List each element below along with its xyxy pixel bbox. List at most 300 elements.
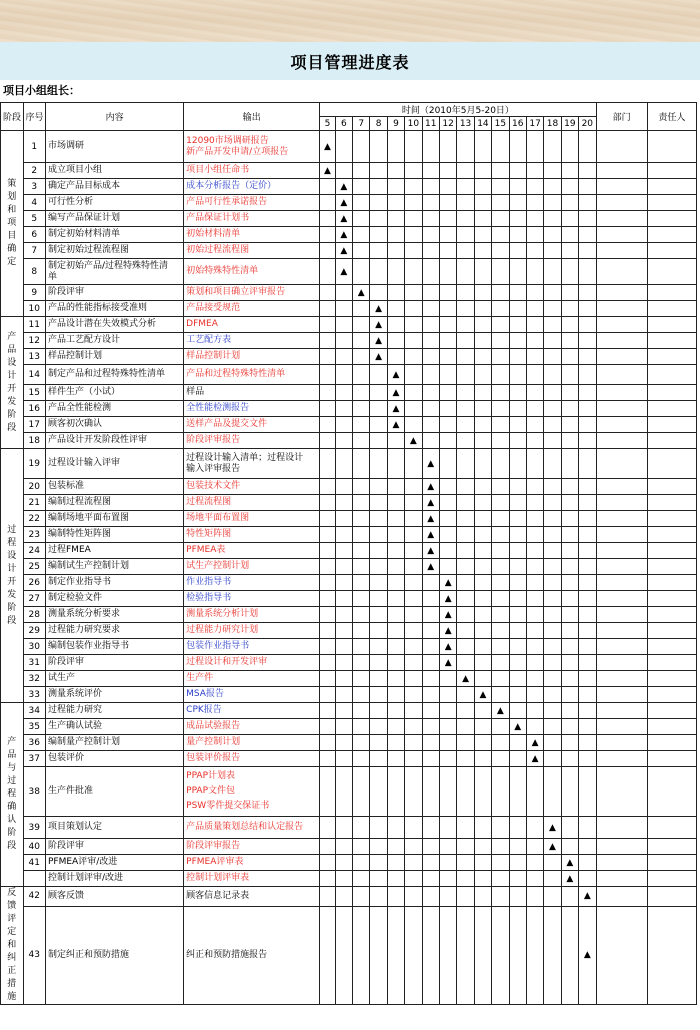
owner-cell bbox=[647, 887, 696, 907]
output-cell bbox=[184, 703, 320, 719]
owner-cell bbox=[647, 301, 696, 317]
day-cell bbox=[474, 607, 491, 623]
dept-cell bbox=[596, 655, 647, 671]
output-cell bbox=[184, 179, 320, 195]
day-cell bbox=[353, 131, 370, 163]
content-cell bbox=[46, 349, 184, 365]
dept-cell bbox=[596, 687, 647, 703]
day-cell bbox=[387, 317, 404, 333]
output-text: 成本分析报告（定价） bbox=[186, 181, 277, 191]
day-cell bbox=[370, 417, 387, 433]
day-cell bbox=[457, 817, 474, 839]
owner-cell bbox=[647, 607, 696, 623]
day-cell bbox=[422, 131, 439, 163]
content-text: 制定作业指导书 bbox=[48, 577, 112, 587]
day-cell bbox=[492, 639, 509, 655]
seq-cell: 3 bbox=[23, 179, 46, 195]
header-dept: 部门 bbox=[596, 103, 647, 131]
day-cell bbox=[526, 163, 543, 179]
day-cell bbox=[353, 333, 370, 349]
day-cell bbox=[405, 243, 422, 259]
output-cell bbox=[184, 195, 320, 211]
day-cell bbox=[526, 591, 543, 607]
output-text: 过程设计和开发评审 bbox=[186, 657, 268, 667]
day-cell bbox=[353, 559, 370, 575]
day-cell bbox=[439, 243, 456, 259]
day-cell bbox=[526, 243, 543, 259]
content-cell bbox=[46, 317, 184, 333]
content-cell bbox=[46, 906, 184, 1004]
day-cell bbox=[561, 401, 578, 417]
day-cell bbox=[387, 227, 404, 243]
day-cell bbox=[457, 179, 474, 195]
output-cell bbox=[184, 495, 320, 511]
day-cell bbox=[579, 817, 596, 839]
output-cell bbox=[184, 639, 320, 655]
day-cell bbox=[579, 211, 596, 227]
day-cell bbox=[387, 131, 404, 163]
seq-cell: 16 bbox=[23, 401, 46, 417]
day-header: 9 bbox=[387, 117, 404, 131]
day-cell bbox=[474, 655, 491, 671]
title-bar bbox=[0, 42, 700, 80]
content-text: 编制场地平面布置图 bbox=[48, 513, 130, 523]
content-text: 包装标准 bbox=[48, 481, 85, 491]
day-cell bbox=[474, 163, 491, 179]
owner-cell bbox=[647, 817, 696, 839]
day-cell bbox=[405, 655, 422, 671]
dept-cell bbox=[596, 317, 647, 333]
output-cell bbox=[184, 767, 320, 817]
day-cell bbox=[544, 285, 561, 301]
owner-cell bbox=[647, 671, 696, 687]
output-cell bbox=[184, 655, 320, 671]
day-cell bbox=[561, 655, 578, 671]
day-cell bbox=[526, 671, 543, 687]
day-cell bbox=[579, 179, 596, 195]
day-cell bbox=[335, 163, 352, 179]
day-cell bbox=[509, 575, 526, 591]
schedule-marker: ▲ bbox=[474, 687, 491, 703]
day-cell bbox=[320, 735, 335, 751]
day-cell bbox=[439, 559, 456, 575]
day-cell bbox=[526, 839, 543, 855]
day-cell bbox=[405, 495, 422, 511]
day-cell bbox=[353, 639, 370, 655]
output-cell bbox=[184, 839, 320, 855]
day-cell bbox=[335, 495, 352, 511]
content-cell bbox=[46, 887, 184, 907]
table-row bbox=[1, 285, 697, 301]
day-cell bbox=[335, 906, 352, 1004]
output-text: 过程设计输入清单；过程设计 bbox=[186, 452, 304, 463]
day-cell bbox=[387, 349, 404, 365]
seq-cell: 34 bbox=[23, 703, 46, 719]
day-cell bbox=[387, 259, 404, 285]
day-cell bbox=[561, 195, 578, 211]
table-row bbox=[1, 195, 697, 211]
day-cell bbox=[335, 703, 352, 719]
table-row bbox=[1, 559, 697, 575]
dept-cell bbox=[596, 527, 647, 543]
content-text: 编制试生产控制计划 bbox=[48, 561, 130, 571]
day-cell bbox=[405, 259, 422, 285]
schedule-marker: ▲ bbox=[439, 591, 456, 607]
day-cell bbox=[439, 887, 456, 907]
day-cell bbox=[370, 449, 387, 479]
content-cell bbox=[46, 449, 184, 479]
day-cell bbox=[492, 817, 509, 839]
seq-cell: 37 bbox=[23, 751, 46, 767]
day-cell bbox=[474, 317, 491, 333]
table-row bbox=[1, 655, 697, 671]
seq-cell: 43 bbox=[23, 906, 46, 1004]
owner-cell bbox=[647, 243, 696, 259]
day-cell bbox=[439, 317, 456, 333]
output-cell bbox=[184, 131, 320, 163]
owner-cell bbox=[647, 543, 696, 559]
day-cell bbox=[422, 607, 439, 623]
day-cell bbox=[387, 511, 404, 527]
table-row bbox=[1, 817, 697, 839]
day-cell bbox=[509, 543, 526, 559]
seq-cell: 11 bbox=[23, 317, 46, 333]
dept-cell bbox=[596, 751, 647, 767]
day-cell bbox=[474, 285, 491, 301]
day-cell bbox=[509, 735, 526, 751]
day-cell bbox=[579, 227, 596, 243]
day-cell bbox=[422, 751, 439, 767]
day-cell bbox=[526, 639, 543, 655]
content-cell bbox=[46, 527, 184, 543]
content-text: 阶段评审 bbox=[48, 841, 85, 851]
owner-cell bbox=[647, 527, 696, 543]
output-cell bbox=[184, 333, 320, 349]
output-text: 工艺配方表 bbox=[186, 335, 232, 345]
table-row bbox=[1, 417, 697, 433]
day-cell bbox=[370, 575, 387, 591]
day-header: 5 bbox=[320, 117, 335, 131]
day-cell bbox=[544, 735, 561, 751]
output-cell bbox=[184, 417, 320, 433]
dept-cell bbox=[596, 623, 647, 639]
day-cell bbox=[457, 211, 474, 227]
content-cell bbox=[46, 719, 184, 735]
day-cell bbox=[526, 719, 543, 735]
seq-cell: 7 bbox=[23, 243, 46, 259]
seq-cell: 24 bbox=[23, 543, 46, 559]
day-cell bbox=[544, 591, 561, 607]
day-cell bbox=[422, 227, 439, 243]
day-cell bbox=[544, 417, 561, 433]
day-cell bbox=[544, 687, 561, 703]
day-cell bbox=[561, 179, 578, 195]
day-cell bbox=[320, 575, 335, 591]
day-cell bbox=[457, 511, 474, 527]
day-cell bbox=[492, 767, 509, 817]
schedule-marker: ▲ bbox=[422, 495, 439, 511]
content-cell bbox=[46, 767, 184, 817]
day-cell bbox=[474, 719, 491, 735]
output-text: 生产件 bbox=[186, 673, 214, 683]
day-cell bbox=[457, 131, 474, 163]
day-cell bbox=[561, 817, 578, 839]
day-cell bbox=[370, 543, 387, 559]
owner-cell bbox=[647, 417, 696, 433]
day-cell bbox=[492, 301, 509, 317]
content-text: PFMEA评审/改进 bbox=[48, 857, 118, 867]
table-row bbox=[1, 575, 697, 591]
content-cell bbox=[46, 243, 184, 259]
day-header: 12 bbox=[439, 117, 456, 131]
content-cell bbox=[46, 163, 184, 179]
day-cell bbox=[405, 575, 422, 591]
day-cell bbox=[474, 639, 491, 655]
day-cell bbox=[561, 131, 578, 163]
day-cell bbox=[509, 559, 526, 575]
day-cell bbox=[544, 906, 561, 1004]
day-cell bbox=[526, 543, 543, 559]
day-cell bbox=[457, 735, 474, 751]
output-text: 场地平面布置图 bbox=[186, 513, 250, 523]
day-cell bbox=[579, 333, 596, 349]
day-cell bbox=[335, 751, 352, 767]
schedule-marker: ▲ bbox=[422, 543, 439, 559]
day-cell bbox=[387, 433, 404, 449]
day-cell bbox=[474, 349, 491, 365]
day-cell bbox=[320, 349, 335, 365]
output-text: 检验指导书 bbox=[186, 593, 232, 603]
schedule-marker: ▲ bbox=[370, 317, 387, 333]
output-text: PFMEA评审表 bbox=[186, 857, 244, 867]
day-cell bbox=[353, 906, 370, 1004]
output-text: 过程能力研究计划 bbox=[186, 625, 259, 635]
content-text: 项目策划认定 bbox=[48, 822, 103, 832]
day-cell bbox=[439, 751, 456, 767]
dept-cell bbox=[596, 131, 647, 163]
schedule-marker: ▲ bbox=[405, 433, 422, 449]
day-cell bbox=[370, 211, 387, 227]
table-row bbox=[1, 687, 697, 703]
dept-cell bbox=[596, 855, 647, 871]
day-cell bbox=[579, 671, 596, 687]
content-text: 制定初始过程流程图 bbox=[48, 245, 130, 255]
day-cell bbox=[439, 871, 456, 887]
output-text: 12090市场调研报告 bbox=[186, 135, 269, 146]
day-cell bbox=[422, 365, 439, 385]
day-cell bbox=[439, 163, 456, 179]
day-cell bbox=[474, 735, 491, 751]
day-cell bbox=[492, 871, 509, 887]
day-cell bbox=[561, 495, 578, 511]
day-cell bbox=[474, 195, 491, 211]
day-header: 19 bbox=[561, 117, 578, 131]
content-text: 过程FMEA bbox=[48, 545, 91, 555]
owner-cell bbox=[647, 639, 696, 655]
day-cell bbox=[492, 131, 509, 163]
day-cell bbox=[320, 285, 335, 301]
day-cell bbox=[544, 211, 561, 227]
owner-cell bbox=[647, 195, 696, 211]
seq-cell: 25 bbox=[23, 559, 46, 575]
day-cell bbox=[579, 385, 596, 401]
table-row bbox=[1, 301, 697, 317]
output-cell bbox=[184, 227, 320, 243]
day-cell bbox=[439, 401, 456, 417]
day-cell bbox=[579, 259, 596, 285]
day-cell bbox=[387, 195, 404, 211]
output-cell bbox=[184, 671, 320, 687]
schedule-marker: ▲ bbox=[439, 655, 456, 671]
day-cell bbox=[439, 131, 456, 163]
day-cell bbox=[579, 365, 596, 385]
day-cell bbox=[509, 591, 526, 607]
content-text: 产品设计开发阶段性评审 bbox=[48, 435, 148, 445]
day-cell bbox=[335, 333, 352, 349]
content-cell bbox=[46, 365, 184, 385]
day-cell bbox=[387, 623, 404, 639]
day-cell bbox=[320, 607, 335, 623]
day-cell bbox=[544, 607, 561, 623]
dept-cell bbox=[596, 195, 647, 211]
day-cell bbox=[320, 385, 335, 401]
day-cell bbox=[474, 179, 491, 195]
day-cell bbox=[474, 575, 491, 591]
day-cell bbox=[492, 887, 509, 907]
dept-cell bbox=[596, 607, 647, 623]
header-output: 输出 bbox=[184, 103, 320, 131]
output-cell bbox=[184, 349, 320, 365]
day-cell bbox=[579, 623, 596, 639]
day-cell bbox=[405, 401, 422, 417]
day-cell bbox=[544, 871, 561, 887]
day-cell bbox=[509, 243, 526, 259]
day-header: 15 bbox=[492, 117, 509, 131]
output-text: 作业指导书 bbox=[186, 577, 232, 587]
day-cell bbox=[387, 887, 404, 907]
content-text: 过程能力研究 bbox=[48, 705, 103, 715]
schedule-marker: ▲ bbox=[320, 131, 335, 163]
day-cell bbox=[370, 687, 387, 703]
day-cell bbox=[561, 687, 578, 703]
day-cell bbox=[405, 285, 422, 301]
day-cell bbox=[509, 887, 526, 907]
output-text: 初始材料清单 bbox=[186, 229, 241, 239]
day-cell bbox=[509, 495, 526, 511]
day-cell bbox=[561, 243, 578, 259]
day-cell bbox=[405, 767, 422, 817]
day-cell bbox=[320, 433, 335, 449]
day-cell bbox=[387, 591, 404, 607]
day-cell bbox=[320, 511, 335, 527]
day-cell bbox=[320, 495, 335, 511]
content-cell bbox=[46, 559, 184, 575]
day-cell bbox=[509, 449, 526, 479]
day-cell bbox=[544, 349, 561, 365]
day-cell bbox=[544, 243, 561, 259]
output-cell bbox=[184, 163, 320, 179]
seq-cell: 6 bbox=[23, 227, 46, 243]
content-text: 编制过程流程图 bbox=[48, 497, 112, 507]
day-cell bbox=[509, 349, 526, 365]
day-cell bbox=[474, 887, 491, 907]
day-cell bbox=[579, 317, 596, 333]
day-cell bbox=[526, 575, 543, 591]
day-cell bbox=[335, 687, 352, 703]
day-cell bbox=[561, 259, 578, 285]
day-cell bbox=[526, 687, 543, 703]
day-cell bbox=[387, 543, 404, 559]
output-cell bbox=[184, 871, 320, 887]
seq-cell: 38 bbox=[23, 767, 46, 817]
schedule-marker: ▲ bbox=[335, 243, 352, 259]
output-text: 测量系统分析计划 bbox=[186, 609, 259, 619]
content-cell bbox=[46, 639, 184, 655]
day-cell bbox=[474, 259, 491, 285]
content-text: 编制包装作业指导书 bbox=[48, 641, 130, 651]
owner-cell bbox=[647, 385, 696, 401]
day-cell bbox=[544, 887, 561, 907]
day-cell bbox=[492, 349, 509, 365]
output-text: 初始特殊特性清单 bbox=[186, 266, 259, 276]
day-cell bbox=[405, 349, 422, 365]
day-cell bbox=[457, 495, 474, 511]
day-cell bbox=[457, 575, 474, 591]
day-cell bbox=[439, 767, 456, 817]
day-cell bbox=[353, 735, 370, 751]
owner-cell bbox=[647, 855, 696, 871]
day-cell bbox=[474, 433, 491, 449]
day-cell bbox=[405, 839, 422, 855]
output-cell bbox=[184, 607, 320, 623]
day-cell bbox=[439, 385, 456, 401]
day-cell bbox=[353, 767, 370, 817]
day-cell bbox=[370, 433, 387, 449]
output-text: 包装评价报告 bbox=[186, 753, 241, 763]
day-cell bbox=[353, 211, 370, 227]
output-text: 纠正和预防措施报告 bbox=[186, 949, 268, 960]
day-cell bbox=[561, 301, 578, 317]
day-cell bbox=[544, 559, 561, 575]
day-cell bbox=[474, 301, 491, 317]
content-cell bbox=[46, 259, 184, 285]
day-cell bbox=[353, 887, 370, 907]
day-cell bbox=[370, 703, 387, 719]
day-cell bbox=[492, 751, 509, 767]
phase-cell: 产 品 与 过 程 确 认 阶 段 bbox=[1, 703, 24, 887]
day-cell bbox=[561, 559, 578, 575]
day-cell bbox=[509, 317, 526, 333]
seq-cell: 39 bbox=[23, 817, 46, 839]
day-cell bbox=[353, 703, 370, 719]
content-text: 生产确认试验 bbox=[48, 721, 103, 731]
day-cell bbox=[526, 433, 543, 449]
day-cell bbox=[320, 639, 335, 655]
owner-cell bbox=[647, 751, 696, 767]
day-cell bbox=[370, 855, 387, 871]
day-cell bbox=[405, 179, 422, 195]
owner-cell bbox=[647, 449, 696, 479]
output-text: 样品控制计划 bbox=[186, 351, 241, 361]
seq-cell: 33 bbox=[23, 687, 46, 703]
table-row bbox=[1, 751, 697, 767]
day-cell bbox=[579, 639, 596, 655]
day-cell bbox=[579, 195, 596, 211]
day-cell bbox=[457, 433, 474, 449]
day-cell bbox=[439, 179, 456, 195]
schedule-marker: ▲ bbox=[526, 751, 543, 767]
day-cell bbox=[457, 687, 474, 703]
